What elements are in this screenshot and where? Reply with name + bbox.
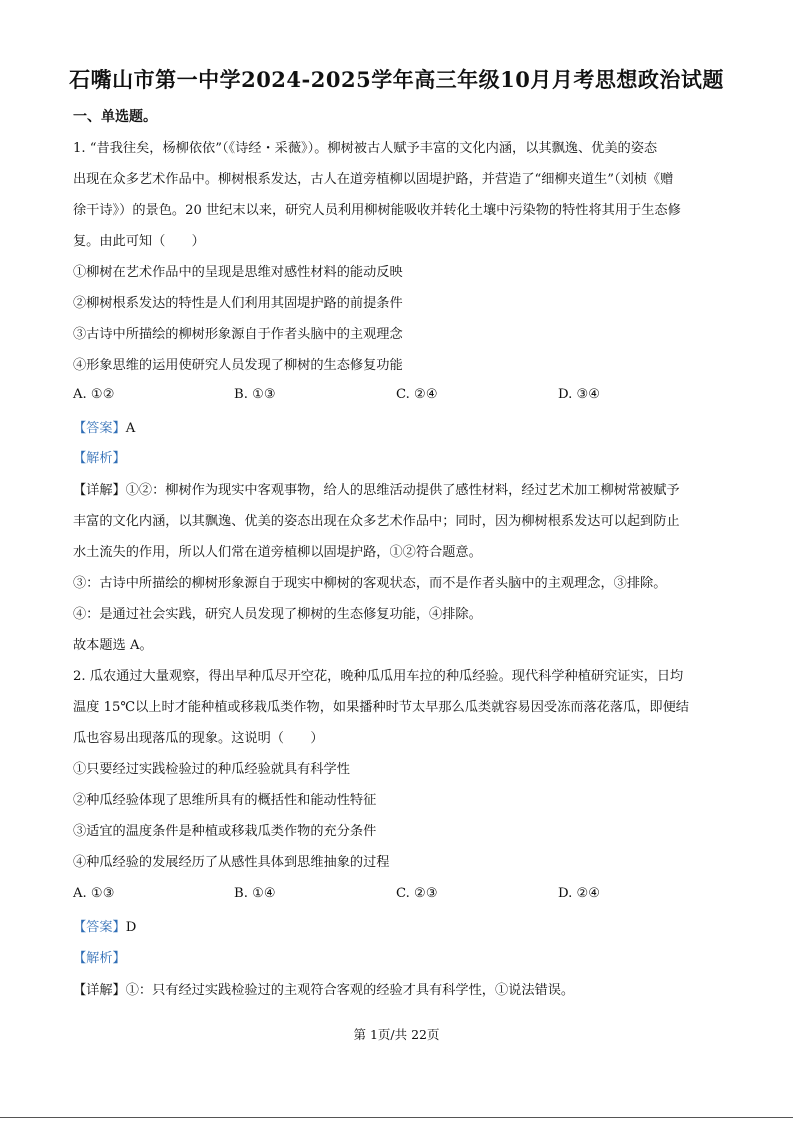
q1-statement: ④形象思维的运用使研究人员发现了柳树的生态修复功能 [73,358,403,373]
q2-stem-line: 2. 瓜农通过大量观察，得出早种瓜尽开空花，晚种瓜瓜用车拉的种瓜经验。现代科学种植研究证实，日均 [73,669,684,684]
q1-detail-line: 【详解】①②：柳树作为现实中客观事物，给人的思维活动提供了感性材料，经过艺术加工柳树常被赋予 [73,483,680,498]
q2-option-a: A. ①③ [73,886,115,901]
q1-detail-line: 丰富的文化内涵，以其飘逸、优美的姿态出现在众多艺术作品中；同时，因为柳树根系发达可以起到防止 [73,514,680,529]
q1-detail-line: 故本题选 A。 [73,638,153,653]
q1-statement: ②柳树根系发达的特性是人们利用其固堤护路的前提条件 [73,296,403,311]
q1-statement: ①柳树在艺术作品中的呈现是思维对感性材料的能动反映 [73,265,403,280]
q1-statement: ③古诗中所描绘的柳树形象源自于作者头脑中的主观理念 [73,327,403,342]
q2-answer [73,919,136,937]
q1-stem-line: 1. “昔我往矣，杨柳依依”（《诗经・采薇》）。柳树被古人赋予丰富的文化内涵，以其飘逸、优美的姿态 [73,141,658,156]
q2-statement: ④种瓜经验的发展经历了从感性具体到思维抽象的过程 [73,855,390,870]
q1-stem-line: 复。由此可知（ ） [73,234,205,249]
answer-tag: 【答案】 [73,421,126,436]
q2-analysis-tag: 【解析】 [73,951,126,966]
q2-stem-line: 温度 15℃以上时才能种植或移栽瓜类作物，如果播种时节太早那么瓜类就容易因受冻而落花落瓜，即便结 [73,700,689,715]
q2-statement: ②种瓜经验体现了思维所具有的概括性和能动性特征 [73,793,377,808]
answer-tag: 【答案】 [73,920,126,935]
q1-stem-line: 出现在众多艺术作品中。柳树根系发达，古人在道旁植柳以固堤护路，并营造了“细柳夹道生”（刘桢《赠 [73,172,674,187]
q2-detail-line: 【详解】①：只有经过实践检验过的主观符合客观的经验才具有科学性，①说法错误。 [73,983,575,998]
exam-title: 石嘴山市第一中学2024-2025学年高三年级10月月考思想政治试题 [69,67,724,92]
q2-option-b: B. ①④ [234,886,276,901]
q1-stem-line: 徐干诗》）的景色。20 世纪末以来，研究人员利用柳树能吸收并转化土壤中污染物的特性将其用于生态修 [73,203,681,218]
q1-detail-line: ④：是通过社会实践，研究人员发现了柳树的生态修复功能，④排除。 [73,607,482,622]
q1-detail-line: ③：古诗中所描绘的柳树形象源自于现实中柳树的客观状态，而不是作者头脑中的主观理念，③排除。 [73,576,667,591]
q1-analysis-tag: 【解析】 [73,451,126,466]
q1-detail-line: 水土流失的作用，所以人们常在道旁植柳以固堤护路，①②符合题意。 [73,545,482,560]
q2-option-d: D. ②④ [558,886,601,901]
q1-answer [73,420,135,438]
q1-option-c: C. ②④ [396,387,438,402]
q2-statement: ①只要经过实践检验过的种瓜经验就具有科学性 [73,762,350,777]
q1-option-a: A. ①② [73,387,115,402]
detail-tag: 【详解】 [73,983,126,998]
q1-option-b: B. ①③ [234,387,276,402]
answer-value: D [125,920,137,935]
answer-value: A [125,421,136,436]
bottom-divider [0,1117,793,1118]
section-heading: 一、单选题。 [73,109,157,125]
detail-tag: 【详解】 [73,483,126,498]
q2-stem-line: 瓜也容易出现落瓜的现象。这说明（ ） [73,731,324,746]
page-number: 第 1页/共 22页 [353,1027,440,1042]
q2-option-c: C. ②③ [396,886,438,901]
q1-option-d: D. ③④ [558,387,601,402]
q2-statement: ③适宜的温度条件是种植或移栽瓜类作物的充分条件 [73,824,377,839]
